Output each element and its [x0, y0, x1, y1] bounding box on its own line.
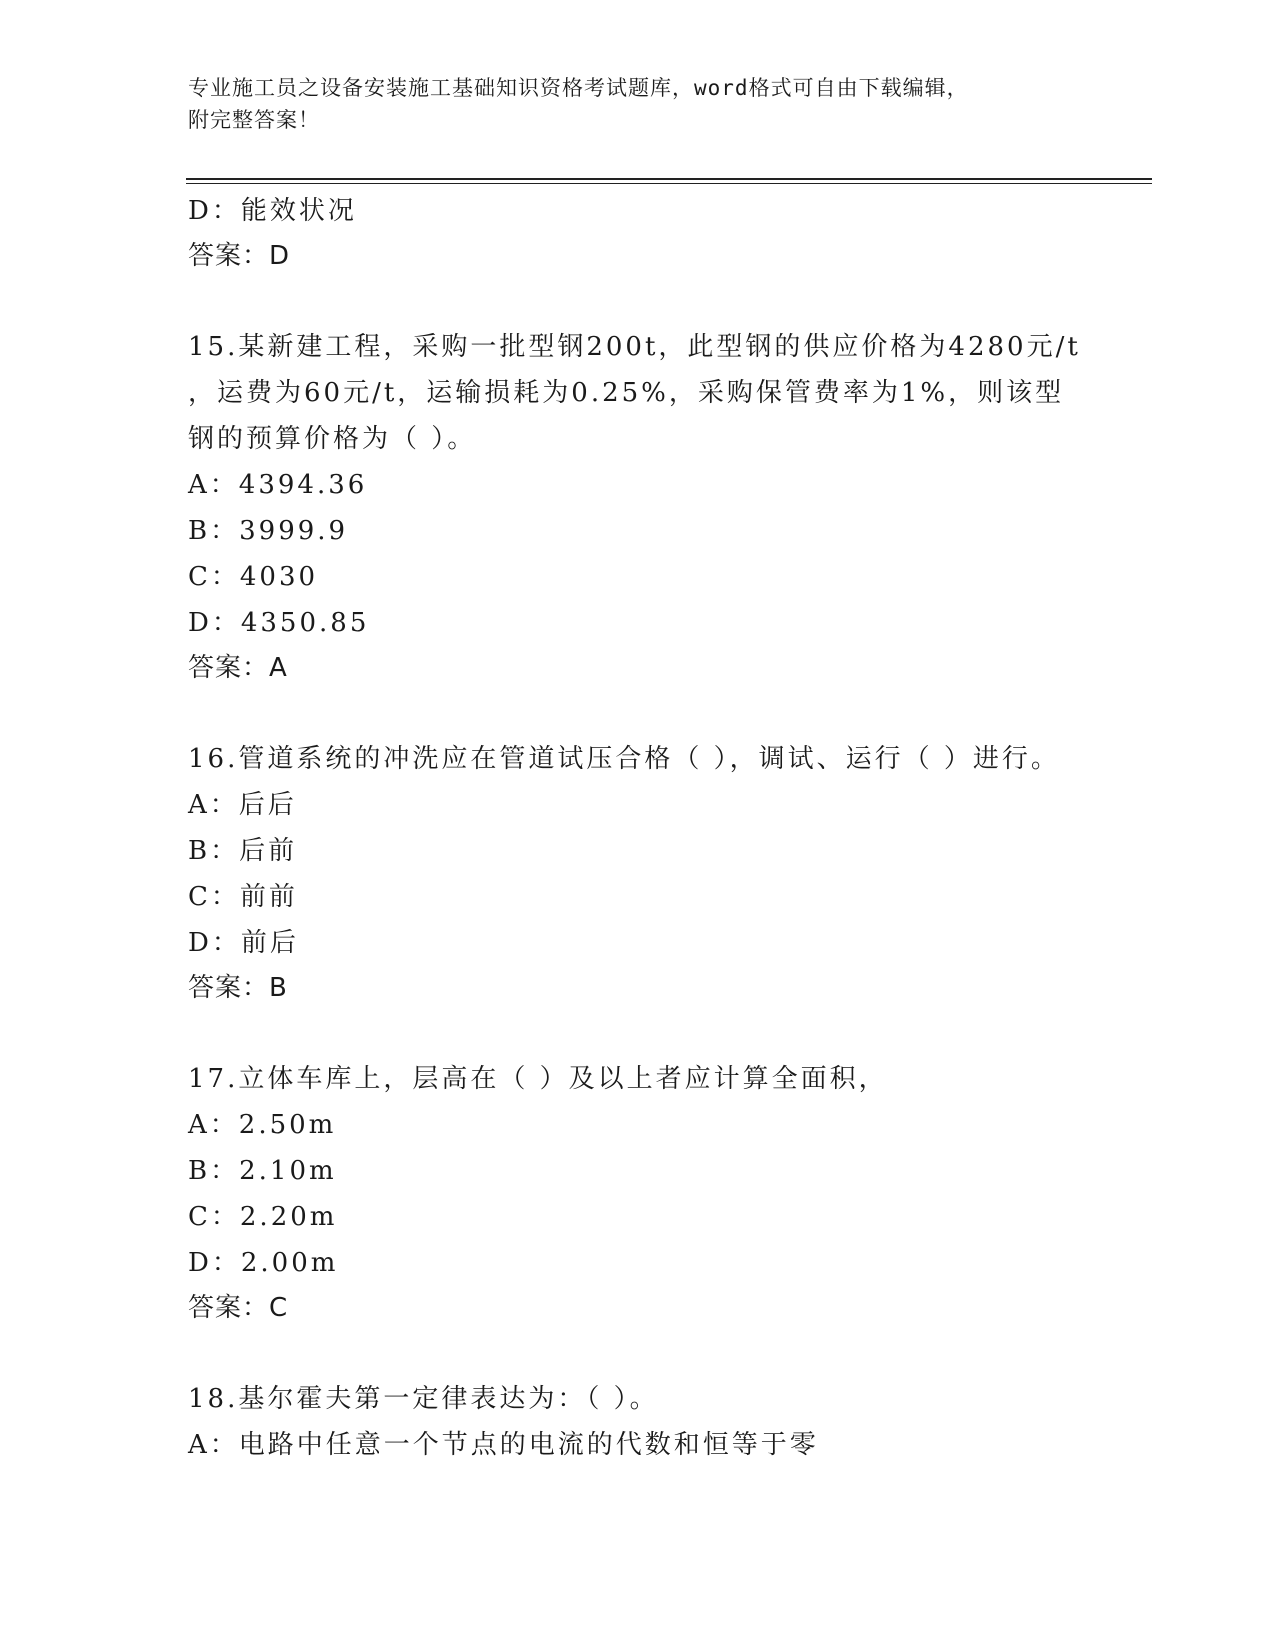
- spacer: [188, 690, 1088, 736]
- spacer: [188, 1010, 1088, 1056]
- question-16: [188, 736, 1088, 1010]
- question-15: [188, 324, 1088, 690]
- question-stem: 18.基尔霍夫第一定律表达为：（ ）。: [188, 1384, 659, 1414]
- question-18: [188, 1376, 1088, 1468]
- option-a: A：后后: [188, 790, 297, 820]
- header-title-line-2: 附完整答案！: [188, 108, 320, 132]
- option-c: C：2.20m: [188, 1202, 338, 1232]
- answer-line: 答案：C: [188, 1293, 289, 1323]
- option-a: A：电路中任意一个节点的电流的代数和恒等于零: [188, 1430, 819, 1460]
- header-title-line-1: 专业施工员之设备安装施工基础知识资格考试题库，word格式可自由下载编辑，: [188, 76, 969, 100]
- question-stem: 17.立体车库上，层高在（ ）及以上者应计算全面积，: [188, 1064, 888, 1094]
- option-a: A：4394.36: [188, 470, 368, 500]
- question-stem: 钢的预算价格为（ ）。: [188, 424, 477, 454]
- answer-line: 答案：B: [188, 973, 288, 1003]
- option-d: D：4350.85: [188, 608, 370, 638]
- spacer: [188, 1330, 1088, 1376]
- option-d: D：能效状况: [188, 196, 357, 226]
- option-d: D：前后: [188, 928, 299, 958]
- page-header: [188, 72, 1068, 136]
- spacer: [188, 278, 1088, 324]
- question-stem: 16.管道系统的冲洗应在管道试压合格（ ），调试、运行（ ）进行。: [188, 744, 1060, 774]
- answer-line: 答案：D: [188, 241, 291, 271]
- question-14-tail: [188, 188, 1088, 278]
- question-stem: 15.某新建工程，采购一批型钢200t，此型钢的供应价格为4280元/t: [188, 332, 1081, 362]
- header-divider-thin: [186, 183, 1152, 184]
- option-b: B：后前: [188, 836, 298, 866]
- question-list: [188, 188, 1088, 1468]
- option-c: C：4030: [188, 562, 319, 592]
- option-b: B：2.10m: [188, 1156, 337, 1186]
- question-stem: ，运费为60元/t，运输损耗为0.25%，采购保管费率为1%，则该型: [188, 378, 1065, 408]
- option-b: B：3999.9: [188, 516, 349, 546]
- question-17: [188, 1056, 1088, 1330]
- option-d: D：2.00m: [188, 1248, 339, 1278]
- option-c: C：前前: [188, 882, 298, 912]
- option-a: A：2.50m: [188, 1110, 337, 1140]
- header-divider-thick: [186, 178, 1152, 180]
- answer-line: 答案：A: [188, 653, 288, 683]
